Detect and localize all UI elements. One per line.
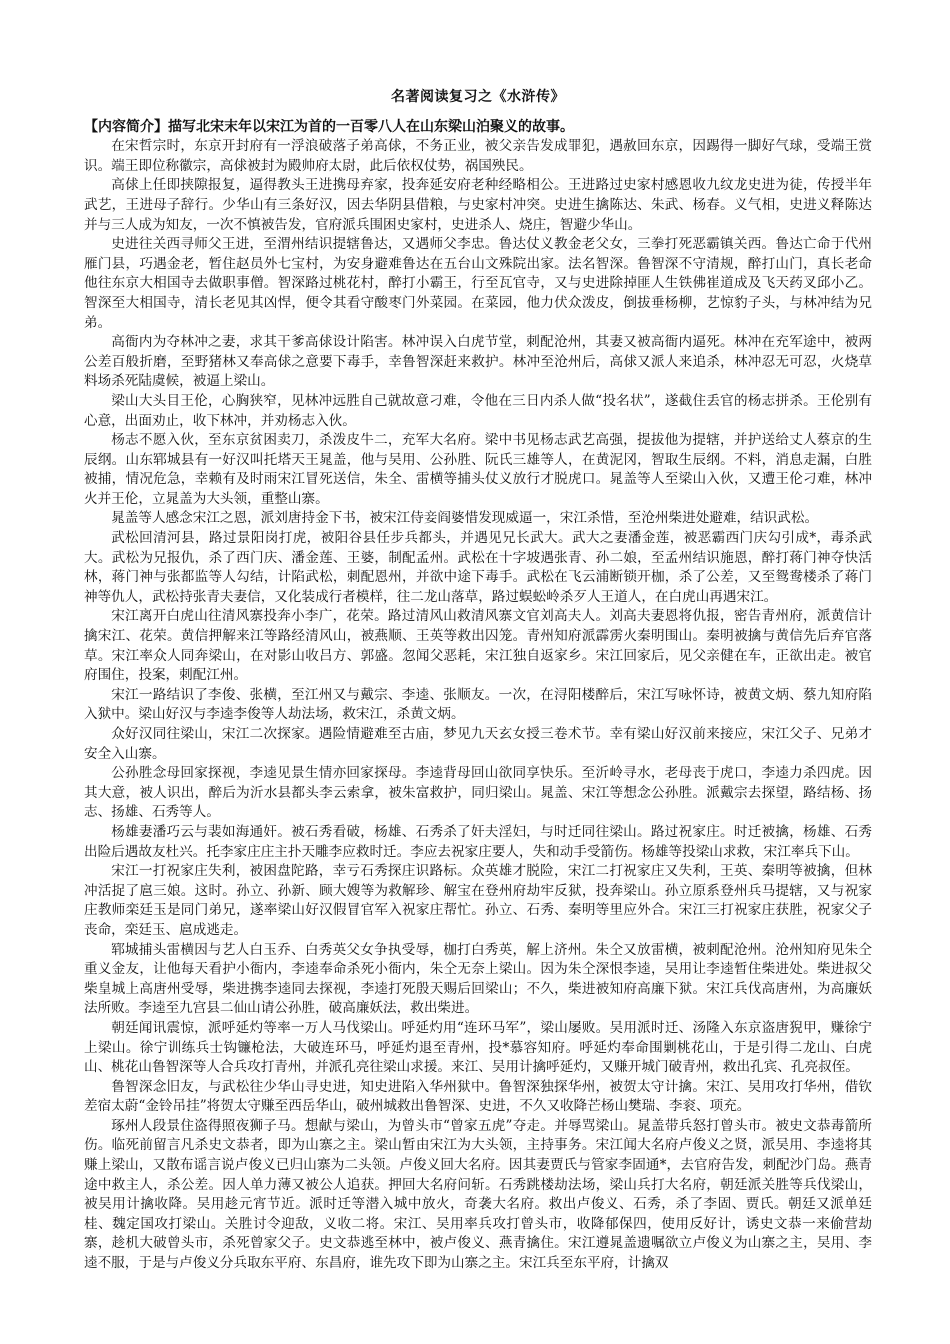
paragraph: 琢州人段景住盗得照夜狮子马。想献与梁山，为曾头市“曾家五虎”夺走。并辱骂梁山。晁盖带兵怒打曾头市。被史文恭毒箭所伤。临死前留言凡杀史文恭者，即为山寨之主。梁山暂由宋江为大头领，主持事务。宋江闻大名府卢俊义之贤，派吴用、李逵将其赚上梁山，又散布谣言说卢俊义已归山寨为二头领。卢俊义回大名府。因其妻贾氏与管家李固通*，去官府告发，刺配沙门岛。燕青途中救主人，杀公差。因人单力薄又被公人追获。押回大名府问斩。石秀跳楼劫法场，梁山兵打大名府，朝廷派关胜等兵伐梁山，被吴用计擒收降。吴用趁元宵节近。派时迁等潜入城中放火，奇袭大名府。救出卢俊义、石秀，杀了李固、贾氏。朝廷又派单廷桂、魏定国攻打梁山。关胜讨令迎敌，义收二将。宋江、吴用率兵攻打曾头市，收降郁保四，使用反好计，诱史文恭一来偷营劫寨，趁机大破曾头市，杀死曾家父子。史文恭逃至林中，被卢俊义、燕青擒住。宋江遵晁盖遗嘱欲立卢俊义为山寨之主，吴用、李逵不服，于是与卢俊义分兵取东平府、东昌府，谁先攻下即为山寨之主。宋江兵至东平府，计擒双 <box>84 1117 872 1272</box>
paragraph: 宋江一打祝家庄失利，被困盘陀路，幸亏石秀探庄识路标。众英雄才脱险，宋江二打祝家庄又失利，王英、秦明等被擒，但林冲活捉了扈三娘。这时。孙立、孙新、顾大嫂等为救解珍、解宝在登州府劫牢反狱，投奔梁山。孙立原系登州兵马提辖，又与祝家庄教师栾廷玉是同门弟兄，遂率梁山好汉假冒官军入祝家庄帮忙。孙立、石秀、秦明等里应外合。宋江三打祝家庄获胜，祝家父子丧命，栾廷玉、扈成逃走。 <box>84 863 872 938</box>
document-page <box>84 88 872 1274</box>
paragraph: 鲁智深念旧友，与武松往少华山寻史进，知史进陷入华州狱中。鲁智深独探华州，被贺太守计擒。宋江、吴用攻打华州，借钦差宿太蔚“金铃吊挂”将贺太守赚至西岳华山，破州城救出鲁智深、史进，不久又收降芒杨山樊瑞、李衮、项充。 <box>84 1078 872 1115</box>
paragraph: 杨雄妻潘巧云与裴如海通奸。被石秀看破，杨雄、石秀杀了奸夫淫妇，与时迁同往梁山。路过祝家庄。时迁被擒，杨雄、石秀出险后遇故友杜兴。托李家庄庄主扑天雕李应救时迁。李应去祝家庄要人，失和动手受箭伤。杨雄等投梁山求救，宋江率兵下山。 <box>84 823 872 860</box>
paragraph: 郓城捕头雷横因与艺人白玉乔、白秀英父女争执受辱，枷打白秀英，解上济州。朱仝又放雷横，被刺配沧州。沧州知府见朱仝重义金友，让他每天看护小衙内，李逵奉命杀死小衙内，朱仝无奈上梁山。因为朱仝深恨李逵，吴用让李逵暂住柴进处。柴进叔父柴皇城上高唐州受辱，柴进携李逵同去探视，李逵打死殷天赐后回梁山；不久，柴进被知府高廉下狱。宋江兵伐高唐州，为高廉妖法所败。李逵至九宫县二仙山请公孙胜，破高廉妖法，救出柴进。 <box>84 941 872 1017</box>
paragraph: 史进往关西寻师父王进，至渭州结识提辖鲁达，又遇师父李忠。鲁达仗义教金老父女，三拳打死恶霸镇关西。鲁达亡命于代州雁门县，巧遇金老，暂住赵员外七宝村，为安身避难鲁达在五台山文殊院出家。法名智深。鲁智深不守清规，醉打山门，真长老命他往东京大相国寺去做职事僧。智深路过桃花村，醉打小霸王，行至瓦官寺，又与史进除掉匪人生铁佛崔道成及飞天药叉邱小乙。智深至大相国寺，清长老见其凶悍，便令其看守酸枣门外菜园。在菜园，他力伏众泼皮，倒拔垂杨柳，艺惊豹子头，与林冲结为兄弟。 <box>84 236 872 331</box>
document-title: 名著阅读复习之《水浒传》 <box>391 89 565 105</box>
paragraph: 在宋哲宗时，东京开封府有一浮浪破落子弟高俅，不务正业，被父亲告发成罪犯，遇赦回东京，因踢得一脚好气球，受端王赏识。端王即位称徽宗，高俅被封为殿帅府太尉，此后依权仗势，祸国殃民。 <box>84 138 872 174</box>
paragraph: 晁盖等人感念宋江之恩，派刘唐持金下书，被宋江侍妾阎婆惜发现威逼一，宋江杀惜，至沧州柴进处避难，结识武松。 <box>111 510 819 527</box>
paragraph: 宋江一路结识了李俊、张横，至江州又与戴宗、李逵、张顺友。一次，在浔阳楼醉后，宋江写咏怀诗，被黄文炳、蔡九知府陷入狱中。梁山好汉与李逵李俊等人劫法场，救宋江，杀黄文炳。 <box>84 686 872 723</box>
paragraph: 众好汉同往梁山，宋江二次探家。遇险情避难至古庙，梦见九天玄女授三卷术节。幸有梁山好汉前来接应，宋江父子、兄弟才安全入山寨。 <box>84 726 872 762</box>
paragraph: 高俅上任即挟隙报复，逼得教头王进携母弃家，投奔延安府老种经略相公。王进路过史家村感恩收九纹龙史进为徒，传授半年武艺，王进母子辞行。少华山有三条好汉，因去华阴县借粮，与史家村冲突。史进生擒陈达、朱武、杨春。义气相，史进义释陈达并与三人成为知友，一次不慎被告发，官府派兵围困史家村，史进杀人、烧庄，智避少华山。 <box>84 177 872 233</box>
paragraph: 宋江离开白虎山往清风寨投奔小李广，花荣。路过清风山救清风寨文官刘高夫人。刘高夫妻恩将仇报，密告青州府，派黄信计擒宋江、花荣。黄信押解来江等路经清风山，被燕顺、王英等救出囚笼。青州知府派霹雳火秦明围山。秦明被擒与黄信先后弃官落草。宋江率众人同奔梁山，在对影山收吕方、郭盛。忽闻父恶耗，宋江独自返家乡。宋江回家后，见父亲健在车，正欲出走。被官府围住，投案，刺配江州。 <box>84 608 872 684</box>
content-summary: 【内容简介】描写北宋末年以宋江为首的一百零八人在山东梁山泊聚义的故事。 <box>84 118 574 135</box>
paragraph: 高衙内为夺林冲之妻，求其干爹高俅设计陷害。林冲误入白虎节堂，刺配沧州，其妻又被高衙内逼死。林冲在充军途中，被两公差百般折磨，至野猪林又奉高俅之意要下毒手，幸鲁智深赶来救护。林冲至沧州后，高俅又派人来追杀，林冲忍无可忍，火烧草料场杀死陆虞候，被逼上梁山。 <box>84 334 872 390</box>
paragraph: 公孙胜念母回家探视，李逵见景生情亦回家探母。李逵背母回山欲同享快乐。至沂岭寻水，老母丧于虎口，李逵力杀四虎。因其大意，被人识出，醉后为沂水县都头李云索拿，被朱富救护，同归梁山。晁盖、宋江等想念公孙胜。派戴宗去探望，路结杨、扬志、扬雄、石秀等人。 <box>84 765 872 821</box>
paragraph: 梁山大头目王伦，心胸狭窄，见林冲远胜自己就故意刁难，令他在三日内杀人做“投名状”，遂截住丢官的杨志拼杀。王伦别有心意，出面劝止，收下林冲，并劝杨志入伙。 <box>84 392 872 429</box>
document-body <box>84 137 872 1273</box>
paragraph: 武松回清河县，路过景阳岗打虎，被阳谷县任步兵都头，并遇见兄长武大。武大之妻潘金莲，被恶霸西门庆勾引成*，毒杀武大。武松为兄报仇，杀了西门庆、潘金莲、王婆，制配孟州。武松在十字坡遇张青、孙二娘，至孟州结识施恩，醉打蒋门神夺快活林，蒋门神与张都监等人勾结，计陷武松，刺配恩州，并欲中途下毒手。武松在飞云浦断锁开枷，杀了公差，又至鸳鸯楼杀了蒋门神等仇人，武松持张青夫妻信，又化装成行者模样，往二龙山落草，路过蜈蚣岭杀歹人王道人，在白虎山再遇宋江。 <box>84 530 872 605</box>
paragraph: 杨志不愿入伙，至东京贫困卖刀，杀泼皮牛二，充军大名府。梁中书见杨志武艺高强，提拔他为提辖，并护送给丈人蔡京的生辰纲。山东郓城县有一好汉叫托塔天王晁盖，他与吴用、公孙胜、阮氏三雄等人，在黄泥冈，智取生辰纲。不料，消息走漏，白胜被捕，情况危急，幸赖有及时雨宋江冒死送信，朱全、雷横等捕头仗义放行才脱虎口。晁盖等人至梁山入伙，又遭王伦刁难，林冲火并王伦，立晁盖为大头领，重整山寨。 <box>84 432 872 507</box>
paragraph: 朝廷闻讯震惊，派呼延灼等率一万人马伐梁山。呼延灼用“连环马军”，梁山屡败。吴用派时迁、汤隆入东京盗唐猊甲，赚徐宁上梁山。徐宁训练兵士钩镰枪法，大破连环马，呼延灼退至青州，投*慕容知府。呼延灼奉命围剿桃花山，于是引得二龙山、白虎山、桃花山鲁智深等人合兵攻打青州，并派孔亮往梁山求援。来江、吴用计擒呼延灼，又赚开城门破青州，救出孔宾、孔亮叔侄。 <box>84 1019 872 1076</box>
